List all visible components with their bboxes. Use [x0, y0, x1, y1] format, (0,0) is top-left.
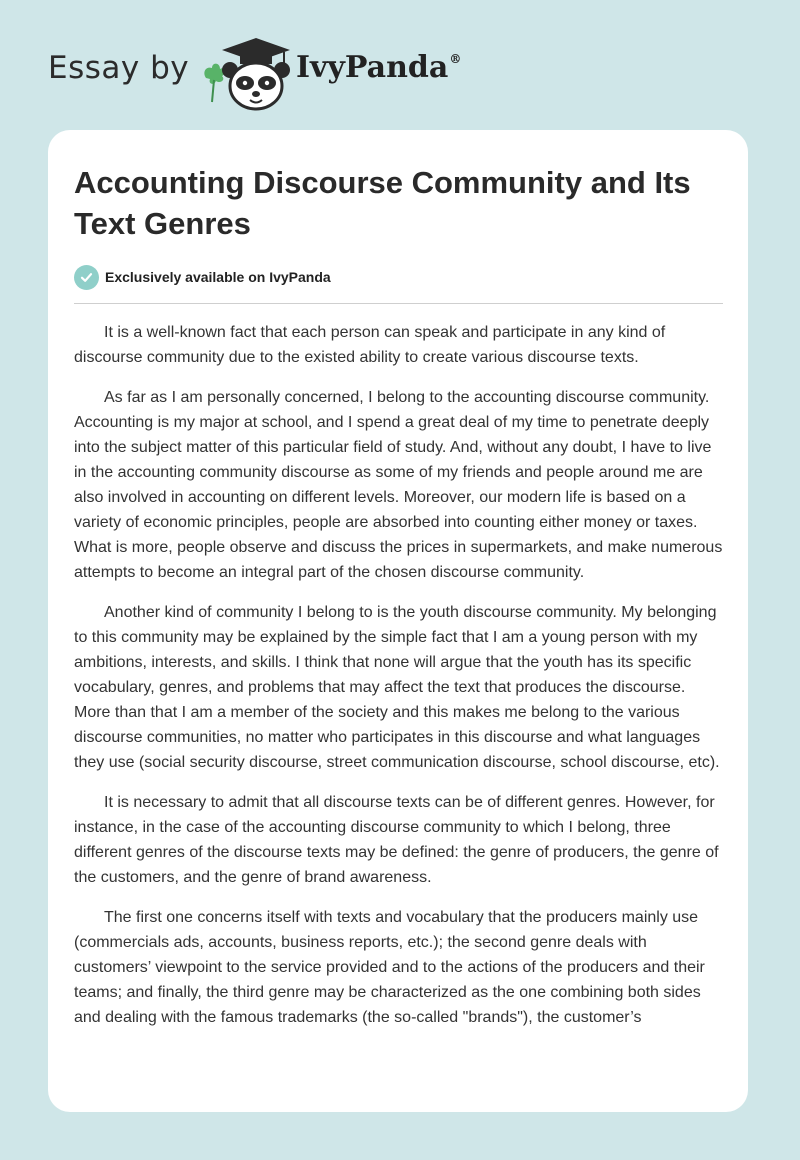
essay-body	[74, 320, 724, 1045]
essay-by-label: Essay by	[48, 50, 190, 86]
site-header	[0, 0, 800, 120]
paragraph: It is necessary to admit that all discourse texts can be of different genres. However, for instance, in the case of the accounting discourse community to which I belong, three different genres of the discourse texts may be defined: the genre of producers, the genre of the customers, and the genre of brand awareness.	[74, 794, 719, 886]
brand-name-text: IvyPanda	[296, 50, 449, 85]
registered-mark: ®	[449, 52, 462, 66]
title-divider	[74, 303, 723, 304]
paragraph: The first one concerns itself with texts and vocabulary that the producers mainly use (commercials ads, accounts, business reports, etc.); the second genre deals with customers’ viewpoint to the service provided and to the actions of the producers and their teams; and finally, the third genre may be characterized as the one combining both sides and dealing with the famous trademarks (the so-called "brands"), the customer’s	[74, 909, 705, 1026]
exclusive-badge	[74, 264, 331, 290]
badge-label: Exclusively available on IvyPanda	[105, 269, 331, 285]
panda-logo-icon	[200, 36, 292, 112]
paragraph: As far as I am personally concerned, I belong to the accounting discourse community. Accounting is my major at school, and I spend a great deal of my time to penetrate deeply into the subject matter of this particular field of study. And, without any doubt, I have to live in the accounting community discourse as some of my friends and people around me are also involved in accounting on different levels. Moreover, our modern life is based on a variety of economic principles, people are absorbed into counting either money or taxes. What is more, people observe and discuss the prices in supermarkets, and make numerous attempts to become an integral part of the chosen discourse community.	[74, 389, 723, 581]
essay-title: Accounting Discourse Community and Its Text Genres	[74, 165, 691, 241]
paragraph: Another kind of community I belong to is the youth discourse community. My belonging to this community may be explained by the simple fact that I am a young person with my ambitions, interests, and skills. I think that none will argue that the youth has its specific vocabulary, genres, and problems that may affect the text that produces the discourse. More than that I am a member of the society and this makes me belong to the various discourse communities, no matter who participates in this discourse and what languages they use (social security discourse, street communication discourse, school discourse, etc).	[74, 604, 720, 771]
essay-card	[48, 130, 748, 1112]
paragraph: It is a well-known fact that each person can speak and participate in any kind of discourse community due to the existed ability to create various discourse texts.	[74, 324, 666, 366]
check-circle-icon	[74, 265, 99, 290]
brand-name	[296, 50, 461, 85]
